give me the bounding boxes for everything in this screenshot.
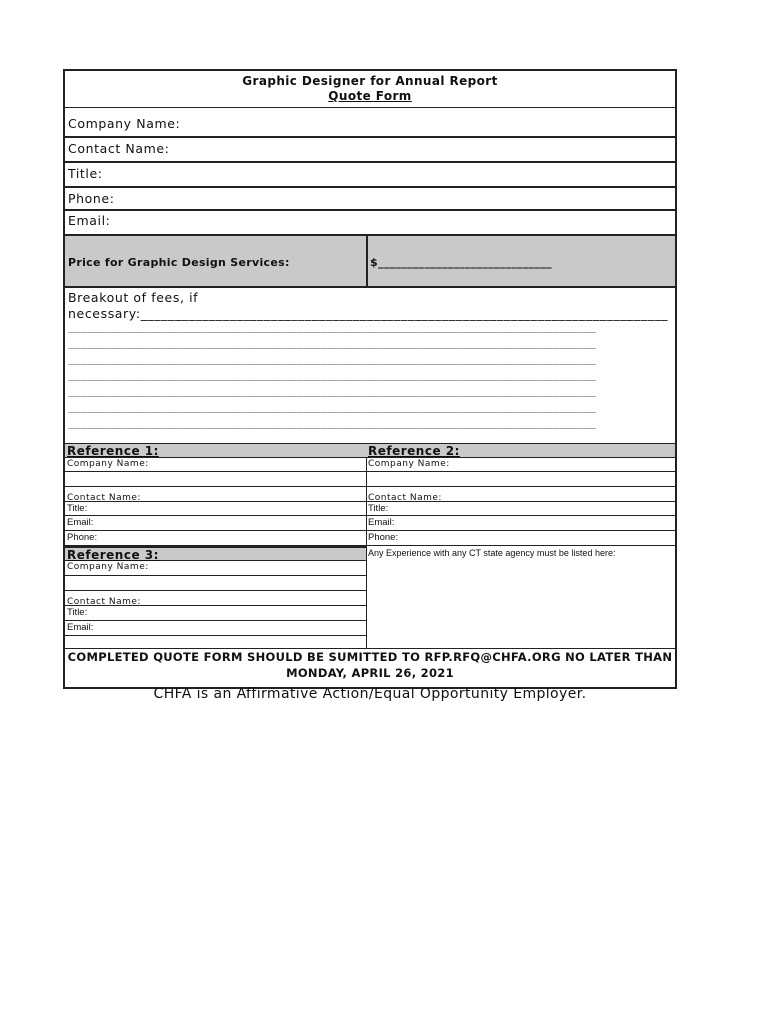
form-title: Graphic Designer for Annual Report	[242, 74, 498, 88]
ref2-company-label: Company Name:	[366, 458, 675, 472]
ref3-extra-row[interactable]	[65, 636, 366, 649]
ref2-contact-label[interactable]: Contact Name:	[366, 487, 675, 502]
quote-form	[63, 69, 677, 689]
breakout-blank-line[interactable]: _________________________________________________________________________________________________________	[68, 322, 596, 333]
eeo-statement: CHFA is an Affirmative Action/Equal Opportunity Employer.	[153, 686, 587, 702]
email-field[interactable]	[65, 211, 675, 236]
ref1-phone-label[interactable]: Phone:	[65, 531, 366, 546]
title-label: Title:	[68, 166, 103, 181]
ref1-company-input[interactable]	[65, 472, 366, 487]
form-subtitle: Quote Form	[328, 89, 412, 103]
phone-field[interactable]	[65, 188, 675, 211]
breakout-label: Breakout of fees, if	[68, 290, 199, 305]
breakout-blank-line[interactable]: _________________________________________________________________________________________________________	[68, 338, 596, 349]
company-name-label: Company Name:	[68, 116, 181, 131]
ref3-contact-label[interactable]: Contact Name:	[65, 591, 366, 606]
submission-notice-line1: COMPLETED QUOTE FORM SHOULD BE SUMITTED TO RFP.RFQ@CHFA.ORG NO LATER THAN	[67, 650, 673, 664]
title-field[interactable]	[65, 163, 675, 188]
experience-box[interactable]: Any Experience with any CT state agency must be listed here:	[366, 546, 675, 649]
breakout-blank-line[interactable]: _________________________________________________________________________________________________________	[68, 418, 596, 429]
ref3-email-label[interactable]: Email:	[65, 621, 366, 636]
price-label: Price for Graphic Design Services:	[68, 256, 290, 269]
breakout-section[interactable]	[65, 288, 675, 443]
ref2-title-label[interactable]: Title:	[366, 502, 675, 516]
ref1-contact-label[interactable]: Contact Name:	[65, 487, 366, 502]
ref1-email-label[interactable]: Email:	[65, 516, 366, 531]
reference2-heading: Reference 2:	[366, 443, 675, 458]
breakout-blank-line[interactable]: _________________________________________________________________________________________________________	[68, 402, 596, 413]
price-divider	[366, 236, 368, 286]
breakout-blank-line[interactable]: _________________________________________________________________________________________________________	[68, 354, 596, 365]
submission-notice-line2: MONDAY, APRIL 26, 2021	[286, 666, 454, 680]
ref1-title-label[interactable]: Title:	[65, 502, 366, 516]
submission-notice	[65, 649, 675, 681]
breakout-label-line: necessary:_____________________________________________________________________________	[68, 306, 669, 321]
price-row	[65, 236, 675, 288]
phone-label: Phone:	[68, 191, 115, 206]
ref2-phone-label[interactable]: Phone:	[366, 531, 675, 546]
reference3-heading: Reference 3:	[65, 546, 366, 561]
reference1-heading: Reference 1:	[65, 443, 366, 458]
email-label: Email:	[68, 213, 111, 228]
breakout-blank-line[interactable]: _________________________________________________________________________________________________________	[68, 370, 596, 381]
company-name-field[interactable]	[65, 108, 675, 138]
form-header	[65, 71, 675, 108]
ref2-email-label[interactable]: Email:	[366, 516, 675, 531]
price-value-field[interactable]: $______________________________	[370, 256, 552, 269]
ref3-title-label[interactable]: Title:	[65, 606, 366, 621]
ref3-company-label: Company Name:	[65, 561, 366, 576]
contact-name-field[interactable]	[65, 138, 675, 163]
ref3-company-input[interactable]	[65, 576, 366, 591]
ref1-company-label: Company Name:	[65, 458, 366, 472]
ref2-company-input[interactable]	[366, 472, 675, 487]
contact-name-label: Contact Name:	[68, 141, 170, 156]
breakout-blank-line[interactable]: _________________________________________________________________________________________________________	[68, 386, 596, 397]
